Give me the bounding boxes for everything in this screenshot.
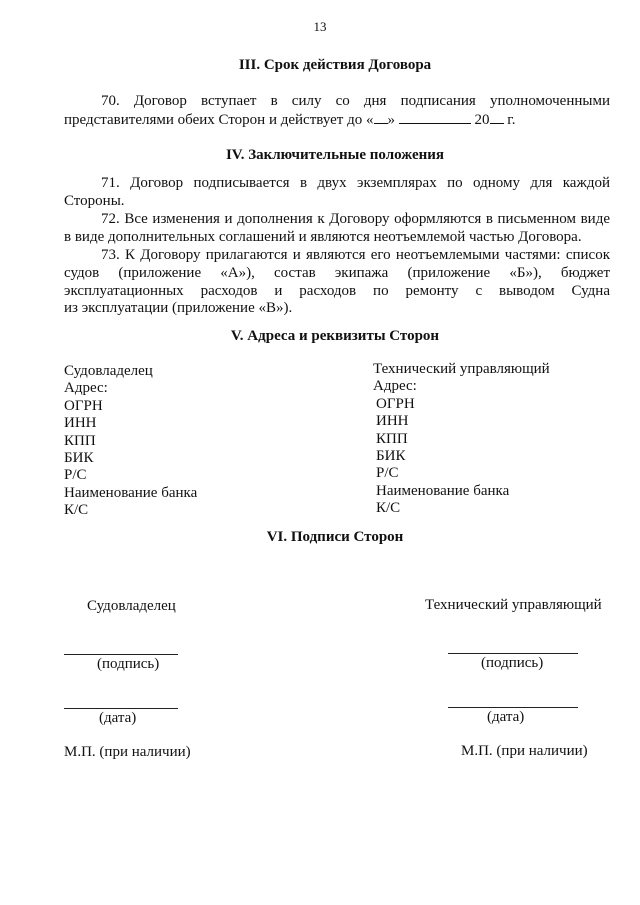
manager-corr-account: К/С [376, 500, 401, 517]
p70-text-c: 20 [474, 112, 490, 128]
manager-account: Р/С [376, 465, 399, 482]
paragraph-72-line-2: в виде дополнительных соглашений и являются неотъемлемой частью Договора. [64, 229, 582, 245]
manager-stamp-label: М.П. (при наличии) [461, 743, 588, 759]
shipowner-requisites [64, 363, 197, 520]
shipowner-ogrn: ОГРН [64, 397, 103, 414]
manager-requisites [373, 361, 550, 518]
shipowner-bik: БИК [64, 450, 94, 467]
year-blank [490, 111, 504, 124]
paragraph-70-line-1: 70. Договор вступает в силу со дня подписания уполномоченными [101, 93, 610, 109]
section-6-heading: VI. Подписи Сторон [266, 529, 404, 545]
shipowner-bank-name: Наименование банка [64, 484, 198, 501]
manager-signature-label: (подпись) [481, 655, 544, 671]
shipowner-date-line [64, 708, 178, 709]
manager-bik: БИК [376, 448, 406, 465]
shipowner-stamp-label: М.П. (при наличии) [64, 744, 191, 760]
paragraph-73-line-3: эксплуатационных расходов и расходов по ремонту с выводом Судна [64, 283, 610, 299]
paragraph-73-line-1: 73. К Договору прилагаются и являются его неотъемлемыми частями: список [101, 247, 610, 263]
section-3-heading: III. Срок действия Договора [238, 57, 432, 73]
shipowner-address: Адрес: [64, 380, 108, 397]
p70-text-b: » [387, 112, 395, 128]
paragraph-71-line-1: 71. Договор подписывается в двух экземплярах по одному для каждой [101, 175, 610, 191]
shipowner-account: Р/С [64, 467, 87, 484]
manager-title: Технический управляющий [373, 361, 550, 377]
manager-date-line [448, 707, 578, 708]
shipowner-signature-label: (подпись) [97, 656, 160, 672]
manager-kpp: КПП [376, 430, 408, 447]
p70-text-d: г. [507, 112, 516, 128]
manager-inn: ИНН [376, 413, 409, 430]
section-4-heading: IV. Заключительные положения [225, 147, 445, 163]
section-5-heading: V. Адреса и реквизиты Сторон [230, 328, 440, 344]
shipowner-title: Судовладелец [64, 363, 153, 379]
shipowner-kpp: КПП [64, 432, 96, 449]
day-blank [374, 111, 388, 124]
manager-ogrn: ОГРН [376, 395, 415, 412]
shipowner-corr-account: К/С [64, 502, 89, 519]
shipowner-signature-party: Судовладелец [87, 598, 176, 614]
page-number: 13 [313, 19, 327, 34]
manager-address: Адрес: [373, 378, 417, 395]
shipowner-signature-line [64, 654, 178, 655]
manager-signature-line [448, 653, 578, 654]
manager-signature-party: Технический управляющий [425, 597, 602, 613]
month-blank [399, 111, 471, 124]
paragraph-70-line-2 [64, 111, 515, 129]
paragraph-71-line-2: Стороны. [64, 193, 125, 209]
paragraph-73-line-2: судов (приложение «А»), состав экипажа (приложение «Б»), бюджет [64, 265, 610, 281]
p70-text-a: представителями обеих Сторон и действует до « [64, 112, 374, 128]
paragraph-73-line-4: из эксплуатации (приложение «В»). [64, 300, 293, 316]
shipowner-inn: ИНН [64, 415, 97, 432]
shipowner-date-label: (дата) [99, 710, 137, 726]
paragraph-72-line-1: 72. Все изменения и дополнения к Договору оформляются в письменном виде [101, 211, 610, 227]
manager-bank-name: Наименование банка [376, 482, 510, 499]
manager-date-label: (дата) [487, 709, 525, 725]
